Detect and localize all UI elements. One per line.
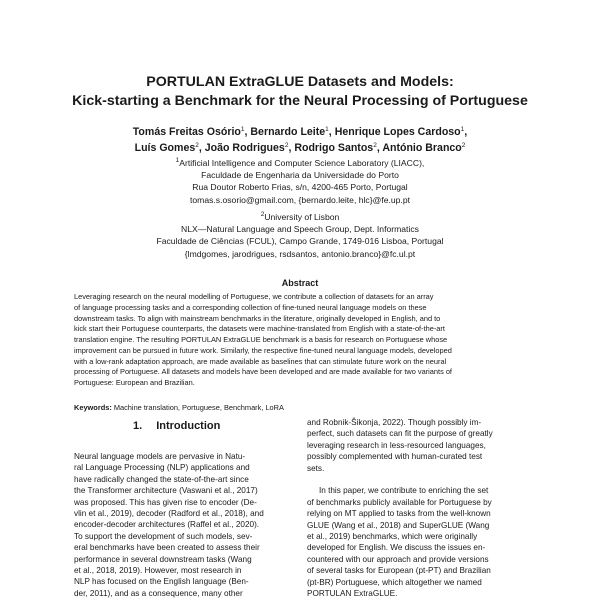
body-line: countered with our approach and provide versions — [307, 554, 489, 564]
author-name: Bernardo Leite — [250, 126, 326, 138]
affiliation-line — [40, 223, 560, 235]
body-line: developed for English. We discuss the issues en- — [307, 543, 486, 553]
author-separator: , — [244, 126, 251, 138]
body-line: Neural language models are pervasive in Natu- — [74, 452, 246, 461]
affiliation-text: University of Lisbon — [264, 212, 340, 222]
body-line: encoder-decoder architectures (Raffel et al., 2020). — [74, 520, 260, 530]
abstract-line: improvement can be pursued in future work. Similarly, the respective fine-tuned neural language models, developed — [74, 345, 452, 355]
author-name: Henrique Lopes Cardoso — [334, 126, 461, 138]
affiliation-line — [40, 235, 560, 247]
section-number: 1. — [133, 420, 143, 432]
author-separator: , — [328, 126, 335, 138]
body-line: sets. — [307, 463, 325, 473]
keywords-text: Machine translation, Portuguese, Benchmark, LoRA — [111, 403, 284, 412]
section-heading-introduction — [133, 420, 220, 432]
author-affiliation-mark: 2 — [373, 142, 377, 149]
abstract-line: kick start their Portuguese counterparts, the datasets were machine-translated from English with a state-of-the-art — [74, 324, 445, 334]
author-separator: , — [198, 142, 205, 154]
body-line: performance in several downstream tasks (Wang — [74, 554, 252, 564]
affiliation-line — [40, 194, 560, 206]
paragraph-gap — [307, 474, 529, 485]
affiliation-text: Rua Doutor Roberto Frias, s/n, 4200-465 Porto, Portugal — [192, 182, 408, 193]
author-affiliation-mark: 2 — [461, 142, 466, 149]
author-separator: , — [464, 126, 468, 138]
body-line: ral Language Processing (NLP) applications and — [74, 463, 250, 473]
body-line: In this paper, we contribute to enriching the set — [319, 486, 489, 496]
body-line: perfect, such datasets can fit the purpose of greatly — [307, 429, 493, 439]
abstract-body — [74, 292, 530, 389]
affiliation-lisbon — [40, 211, 560, 260]
keywords — [74, 403, 284, 412]
abstract-heading: Abstract — [281, 278, 319, 288]
body-line: (pt-BR) Portuguese, which altogether we named — [307, 577, 482, 587]
abstract-line: with a low-rank adaptation approach, are made available as baselines that can stimulate future work on the neural — [74, 356, 447, 366]
body-line: leveraging research in less-resourced languages, — [307, 440, 486, 450]
body-line: of several tasks for European (pt-PT) and Brazilian — [307, 566, 491, 576]
body-line: eral benchmarks have been created to assess their — [74, 543, 260, 553]
body-line: der, 2011), and as a consequence, many other — [74, 588, 243, 598]
author-name: João Rodrigues — [204, 142, 285, 154]
affiliation-text: tomas.s.osorio@gmail.com, {bernardo.leite, hlc}@fe.up.pt — [190, 194, 410, 205]
body-line: To support the development of such models, sev- — [74, 531, 253, 541]
author-separator: , — [376, 142, 383, 154]
body-line: et al., 2019) benchmarks, which were originally — [307, 532, 478, 542]
abstract-line: translation engine. The resulting PORTULAN ExtraGLUE benchmark is a basis for research on Portuguese whose — [74, 335, 448, 344]
affiliation-text: {lmdgomes, jarodrigues, rsdsantos, antonio.branco}@fc.ul.pt — [184, 248, 416, 259]
abstract-line: Leveraging research on the neural modelling of Portuguese, we contribute a collection of datasets for an array — [74, 292, 434, 301]
author-row-2 — [40, 140, 560, 156]
body-line: vlin et al., 2019), decoder (Radford et al., 2018), and — [74, 509, 264, 519]
author-affiliation-mark: 2 — [284, 142, 289, 149]
body-line: of benchmarks publicly available for Portuguese by — [307, 497, 492, 507]
right-column-text — [307, 417, 529, 599]
abstract-line: downstream tasks. To align with mainstream benchmarks in the literature, originally developed in English, and to — [74, 313, 441, 323]
abstract-line: Portuguese: European and Brazilian. — [74, 378, 195, 387]
section-title: Introduction — [156, 420, 221, 432]
body-line: the Transformer architecture (Vaswani et al., 2017) — [74, 486, 258, 496]
keywords-label: Keywords: — [74, 403, 112, 412]
affiliation-line — [40, 169, 560, 181]
author-affiliation-mark: 1 — [240, 126, 245, 133]
body-line: et al., 2018, 2019). However, most research in — [74, 566, 242, 576]
abstract-line: processing of Portuguese. All datasets and models have been developed and are made available for two variants of — [74, 367, 452, 377]
paper-title-line-1: PORTULAN ExtraGLUE Datasets and Models: — [146, 74, 454, 90]
affiliation-porto — [40, 157, 560, 206]
body-line: possibly complemented with human-curated test — [307, 452, 483, 462]
author-row-1 — [40, 124, 560, 140]
affiliation-line — [40, 181, 560, 193]
body-line: NLP has focused on the English language (Ben- — [74, 577, 249, 587]
body-line: GLUE (Wang et al., 2018) and SuperGLUE (Wang — [307, 520, 490, 530]
body-line: was proposed. This has given rise to encoder (De- — [74, 497, 257, 507]
author-name: Tomás Freitas Osório — [132, 126, 241, 138]
body-line: PORTULAN ExtraGLUE. — [307, 589, 398, 599]
author-separator: , — [288, 142, 295, 154]
body-line: and Robnik-Šikonja, 2022). Though possibly im- — [307, 418, 482, 427]
left-column-text — [74, 451, 296, 599]
body-line: relying on MT applied to tasks from the well-known — [307, 509, 491, 519]
paper-title-line-2: Kick-starting a Benchmark for the Neural Processing of Portuguese — [72, 93, 528, 109]
author-affiliation-mark: 1 — [460, 126, 465, 133]
affiliation-line — [40, 248, 560, 260]
affiliation-line — [40, 211, 560, 223]
affiliation-line — [40, 157, 560, 169]
author-name: Luís Gomes — [134, 142, 196, 154]
author-affiliation-mark: 1 — [325, 126, 329, 133]
author-name: Rodrigo Santos — [294, 142, 374, 154]
affiliation-text: Artificial Intelligence and Computer Science Laboratory (LIACC), — [179, 158, 425, 168]
affiliation-text: NLX—Natural Language and Speech Group, Dept. Informatics — [181, 224, 419, 235]
body-line: have radically changed the state-of-the-art since — [74, 474, 249, 484]
author-name: António Branco — [382, 142, 462, 154]
affiliation-mark: 2 — [260, 211, 265, 218]
author-affiliation-mark: 2 — [195, 142, 199, 149]
affiliation-text: Faculdade de Ciências (FCUL), Campo Grande, 1749-016 Lisboa, Portugal — [156, 236, 444, 247]
affiliation-text: Faculdade de Engenharia da Universidade do Porto — [201, 170, 399, 181]
author-list — [40, 124, 560, 156]
abstract-line: of language processing tasks and a corresponding collection of fine-tuned neural language models on these — [74, 302, 427, 312]
affiliation-mark: 1 — [175, 157, 180, 164]
